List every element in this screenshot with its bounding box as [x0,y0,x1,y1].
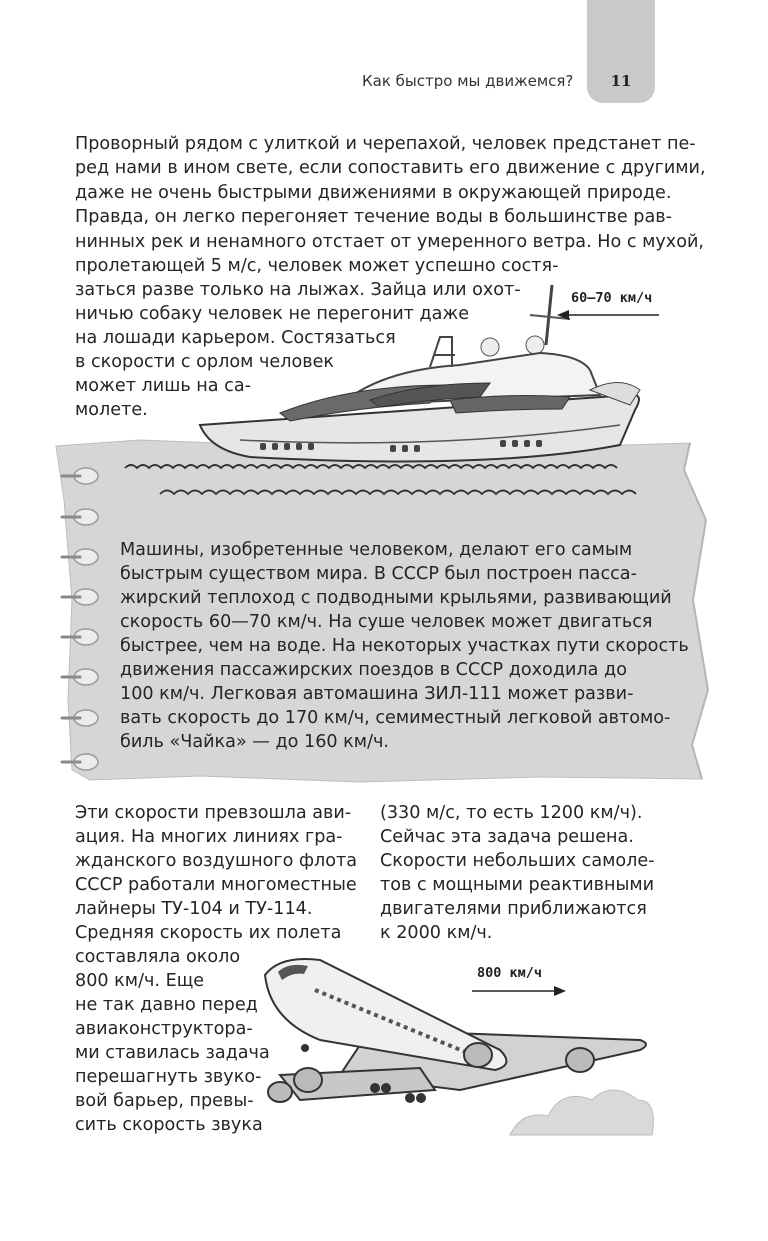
note-line: 100 км/ч. Легковая автомашина ЗИЛ-111 может разви- [120,684,634,704]
note-line: жирский теплоход с подводными крыльями, развивающий [120,588,672,608]
left-column-line: лайнеры ТУ-104 и ТУ-114. [75,899,313,919]
intro-line: нинных рек и ненамного отстает от умеренного ветра. Но с мухой, [75,232,705,252]
right-column-line: Скорости небольших самоле- [380,851,655,871]
intro-line: Проворный рядом с улиткой и черепахой, человек предстанет пе- [75,134,696,154]
note-line: вать скорость до 170 км/ч, семиместный легковой автомо- [120,708,671,728]
plane-speed-label: 800 км/ч [477,965,543,981]
left-column-line: Средняя скорость их полета [75,923,342,943]
right-column-line: Сейчас эта задача решена. [380,827,634,847]
note-line: скорость 60—70 км/ч. На суше человек может двигаться [120,612,653,632]
intro-line: пролетающей 5 м/с, человек может успешно состя- [75,256,559,276]
left-column-line: перешагнуть звуко- [75,1067,262,1087]
right-column-line: (330 м/с, то есть 1200 км/ч). [380,803,643,823]
left-column-line: вой барьер, превы- [75,1091,254,1111]
intro-line: на лошади карьером. Состязаться [75,328,396,348]
running-title: Как быстро мы движемся? [362,72,574,90]
intro-line: даже не очень быстрыми движениями в окружающей природе. [75,183,672,203]
right-column-line: к 2000 км/ч. [380,923,493,943]
left-column-line: сить скорость звука [75,1115,263,1135]
airplane-illustration [260,950,660,1140]
left-column-line: авиаконструктора- [75,1019,253,1039]
note-line: Машины, изобретенные человеком, делают его самым [120,540,633,560]
intro-line: в скорости с орлом человек [75,352,335,372]
left-column-line: ация. На многих линиях гра- [75,827,343,847]
intro-line: молете. [75,400,148,420]
left-column-line: СССР работали многоместные [75,875,357,895]
intro-line: ничью собаку человек не перегонит даже [75,304,470,324]
yacht-speed-label: 60—70 км/ч [571,290,653,306]
note-line: быстрым существом мира. В СССР был построен пасса- [120,564,637,584]
left-column-line: составляла около [75,947,241,967]
left-column-line: Эти скорости превзошла ави- [75,803,352,823]
intro-line: заться разве только на лыжах. Зайца или охот- [75,280,521,300]
right-column-line: тов с мощными реактивными [380,875,655,895]
yacht-speed-arrow [555,306,665,324]
intro-line: ред нами в ином свете, если сопоставить его движение с другими, [75,158,706,178]
plane-speed-arrow [470,982,570,1000]
left-column-line: не так давно перед [75,995,258,1015]
note-line: движения пассажирских поездов в СССР доходила до [120,660,627,680]
left-column-line: жданского воздушного флота [75,851,358,871]
intro-line: может лишь на са- [75,376,251,396]
left-column-line: 800 км/ч. Еще [75,971,205,991]
note-line: быстрее, чем на воде. На некоторых участках пути скорость [120,636,689,656]
intro-line: Правда, он легко перегоняет течение воды в большинстве рав- [75,207,672,227]
page-number: 11 [610,72,632,90]
right-column-line: двигателями приближаются [380,899,647,919]
left-column-line: ми ставилась задача [75,1043,270,1063]
note-line: биль «Чайка» — до 160 км/ч. [120,732,389,752]
